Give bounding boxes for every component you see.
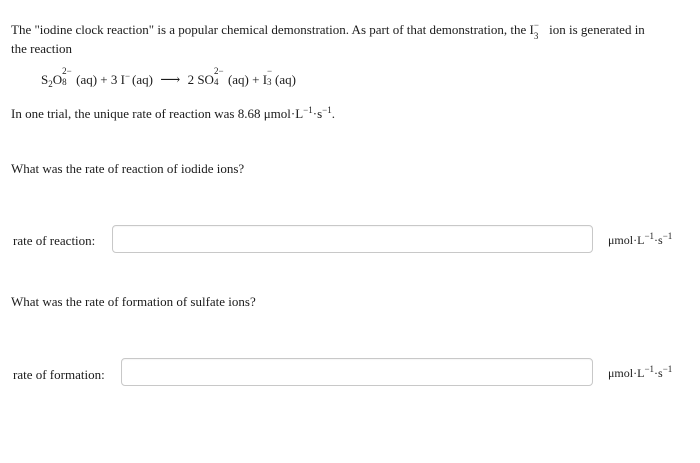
unit-base: μmol·L xyxy=(608,366,645,380)
unit-base: μmol·L xyxy=(608,233,645,247)
eq-triiodide-subscript: 3 xyxy=(267,77,272,87)
trial-text: In one trial, the unique rate of reaction was 8.68 μmol·L xyxy=(11,106,304,121)
rate-of-reaction-unit xyxy=(608,233,672,248)
eq-sulfate-scripts xyxy=(213,66,226,87)
trial-exp-2: −1 xyxy=(322,105,332,115)
intro-ion-charge: − xyxy=(533,20,539,30)
unit-exp-1: −1 xyxy=(644,364,655,374)
eq-reactant-state: (aq) + 3 I xyxy=(76,72,125,87)
unit-s: ·s xyxy=(654,366,663,380)
trial-period: . xyxy=(331,106,335,121)
rate-of-reaction-input[interactable] xyxy=(112,225,593,253)
eq-triiodide-state: (aq) xyxy=(275,72,296,87)
rate-of-reaction-label: rate of reaction: xyxy=(13,233,96,248)
rate-of-formation-input[interactable] xyxy=(121,358,593,386)
rate-of-formation-unit xyxy=(608,366,672,381)
eq-iodide-state: (aq) xyxy=(132,72,153,87)
intro-text: The "iodine clock reaction" is a popular chemical demonstration. As part of that demonstration, the I xyxy=(11,22,534,37)
intro-line-1 xyxy=(11,21,645,39)
eq-oxygen: O xyxy=(52,72,63,87)
reaction-equation xyxy=(41,66,296,89)
trial-exp-1: −1 xyxy=(303,105,313,115)
trial-unit-s: ·s xyxy=(312,106,323,121)
unit-exp-1: −1 xyxy=(644,231,655,241)
eq-sulfur-subscript: 2 xyxy=(48,79,53,89)
eq-persulfate-charge: 2− xyxy=(62,66,72,76)
eq-sulfate-subscript: 4 xyxy=(213,77,219,87)
eq-sulfate-charge: 2− xyxy=(213,66,224,76)
question-2-text: What was the rate of formation of sulfate ions? xyxy=(11,294,256,309)
unit-exp-2: −1 xyxy=(662,364,673,374)
eq-iodide-charge: − xyxy=(124,71,131,81)
question-1-text: What was the rate of reaction of iodide ions? xyxy=(11,161,245,176)
trial-statement xyxy=(11,105,335,123)
eq-triiodide-scripts xyxy=(267,66,275,87)
unit-s: ·s xyxy=(654,233,663,247)
intro-ion-subscript: 3 xyxy=(533,31,539,41)
eq-sulfur: S xyxy=(41,72,49,87)
eq-sulfate: 2 SO xyxy=(187,72,214,87)
iodide3-superscript-subscript xyxy=(533,20,546,41)
unit-exp-2: −1 xyxy=(662,231,673,241)
rate-of-formation-label: rate of formation: xyxy=(13,367,105,382)
reaction-arrow-icon: ⟶ xyxy=(160,73,181,88)
eq-product-state: (aq) + I xyxy=(227,72,268,87)
eq-persulfate-scripts xyxy=(62,66,74,87)
intro-line-2: the reaction xyxy=(11,41,72,56)
intro-text-end: ion is generated in xyxy=(545,22,645,37)
eq-oxygen-subscript: 8 xyxy=(62,77,67,87)
eq-triiodide-charge: − xyxy=(267,66,273,76)
